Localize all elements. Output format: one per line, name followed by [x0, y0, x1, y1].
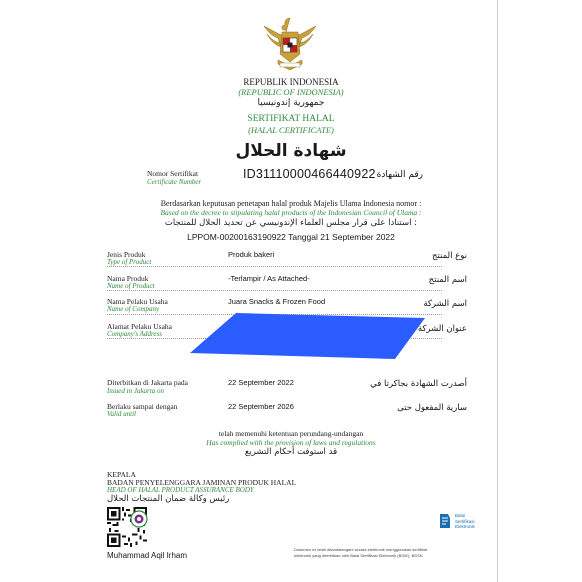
field-label: Nama Pelaku Usaha [107, 297, 168, 306]
issued-label-en: Issued in Jakarta on [107, 387, 164, 395]
field-label: Jenis Produk [107, 250, 146, 259]
certificate-title-en: (HALAL CERTIFICATE) [248, 125, 334, 135]
compliance-line-en: Has complied with the provision of laws and regulations [206, 438, 376, 447]
field-separator [107, 290, 442, 291]
valid-label: Berlaku sampai dengan [107, 402, 178, 411]
basis-line-ar: استنادا على قرار مجلس العلماء الإندونيسي عن تحديد الحلال للمنتجات : [164, 218, 418, 228]
valid-date: 22 September 2026 [228, 402, 294, 411]
field-label-ar: اسم المنتج [428, 275, 467, 285]
field-label: Alamat Pelaku Usaha [107, 322, 172, 331]
country-name-ar: جمهورية إندونيسيا [257, 98, 325, 108]
bsre-label-line2: Sertifikasi [455, 518, 475, 524]
field-label-en: Name of Product [107, 282, 155, 290]
country-name: REPUBLIK INDONESIA [243, 77, 339, 87]
field-label-en: Type of Product [107, 258, 152, 266]
certificate-title-ar: شهادة الحلال [235, 141, 347, 161]
redaction-overlay [190, 313, 425, 359]
company-name-value: Juara Snacks & Frozen Food [228, 297, 326, 306]
field-label-ar: نوع المنتج [431, 251, 467, 261]
basis-line-en: Based on the decree to stipulating halal products of the Indonesian Council of Ulama : [160, 208, 422, 217]
field-label: Nama Produk [107, 274, 149, 283]
compliance-line-ar: قد استوفت أحكام التشريع [244, 447, 338, 457]
field-label-ar: عنوان الشركة [417, 324, 467, 334]
e-sign-note-line1: Dokumen ini telah ditandatangani secara elektronik menggunakan sertifikat [294, 547, 428, 552]
signatory-title: KEPALA [107, 470, 136, 479]
cert-number-label-ar: رقم الشهادة [376, 170, 423, 180]
product-type-value: Produk bakeri [228, 250, 275, 259]
country-name-en: (REPUBLIC OF INDONESIA) [238, 87, 344, 97]
signatory-agency-ar: رئيس وكالة ضمان المنتجات الحلال [107, 494, 230, 504]
compliance-line: telah memenuhi ketentuan perundang-undangan [218, 429, 364, 438]
issued-label-ar: أصدرت الشهادة بجاكرتا في [370, 379, 467, 389]
bsre-logo-icon [438, 512, 452, 530]
field-label-en: Name of Company [107, 305, 160, 313]
bsre-label-line1: Balai [455, 513, 466, 518]
product-name-value: -Terlampir / As Attached- [228, 274, 310, 283]
issued-label: Diterbitkan di Jakarta pada [107, 378, 189, 387]
signatory-agency: BADAN PENYELENGGARA JAMINAN PRODUK HALAL [107, 478, 297, 487]
certificate-title: SERTIFIKAT HALAL [247, 114, 335, 124]
field-label-ar: اسم الشركة [423, 299, 467, 309]
e-sign-note-line2: elektronik yang diterbitkan oleh Balai Sertifikasi Elektronik (BSrE), BSSN [294, 553, 423, 558]
issued-date: 22 September 2022 [228, 378, 294, 387]
basis-line: Berdasarkan keputusan penetapan halal produk Majelis Ulama Indonesia nomor : [160, 199, 422, 208]
signatory-name: Muhammad Aqil Irham [107, 551, 188, 560]
cert-number-label-en: Certificate Number [147, 178, 202, 186]
cert-number-value: ID31110000466440922 [243, 167, 376, 181]
cert-number-label: Nomor Sertifikat [147, 169, 199, 178]
field-label-en: Company's Address [107, 330, 162, 338]
bsre-label [455, 513, 475, 530]
garuda-emblem-icon [262, 14, 318, 72]
halal-seal-icon [130, 510, 148, 528]
decree-number: LPPOM-00200163190922 Tanggal 21 September 2022 [187, 232, 395, 242]
field-separator [107, 266, 442, 267]
signatory-agency-en: HEAD OF HALAL PRODUCT ASSURANCE BODY [107, 486, 254, 494]
valid-label-ar: سارية المفعول حتى [397, 403, 467, 413]
bsre-label-line3: Elektronik [455, 524, 475, 529]
valid-label-en: Valid until [107, 410, 136, 418]
